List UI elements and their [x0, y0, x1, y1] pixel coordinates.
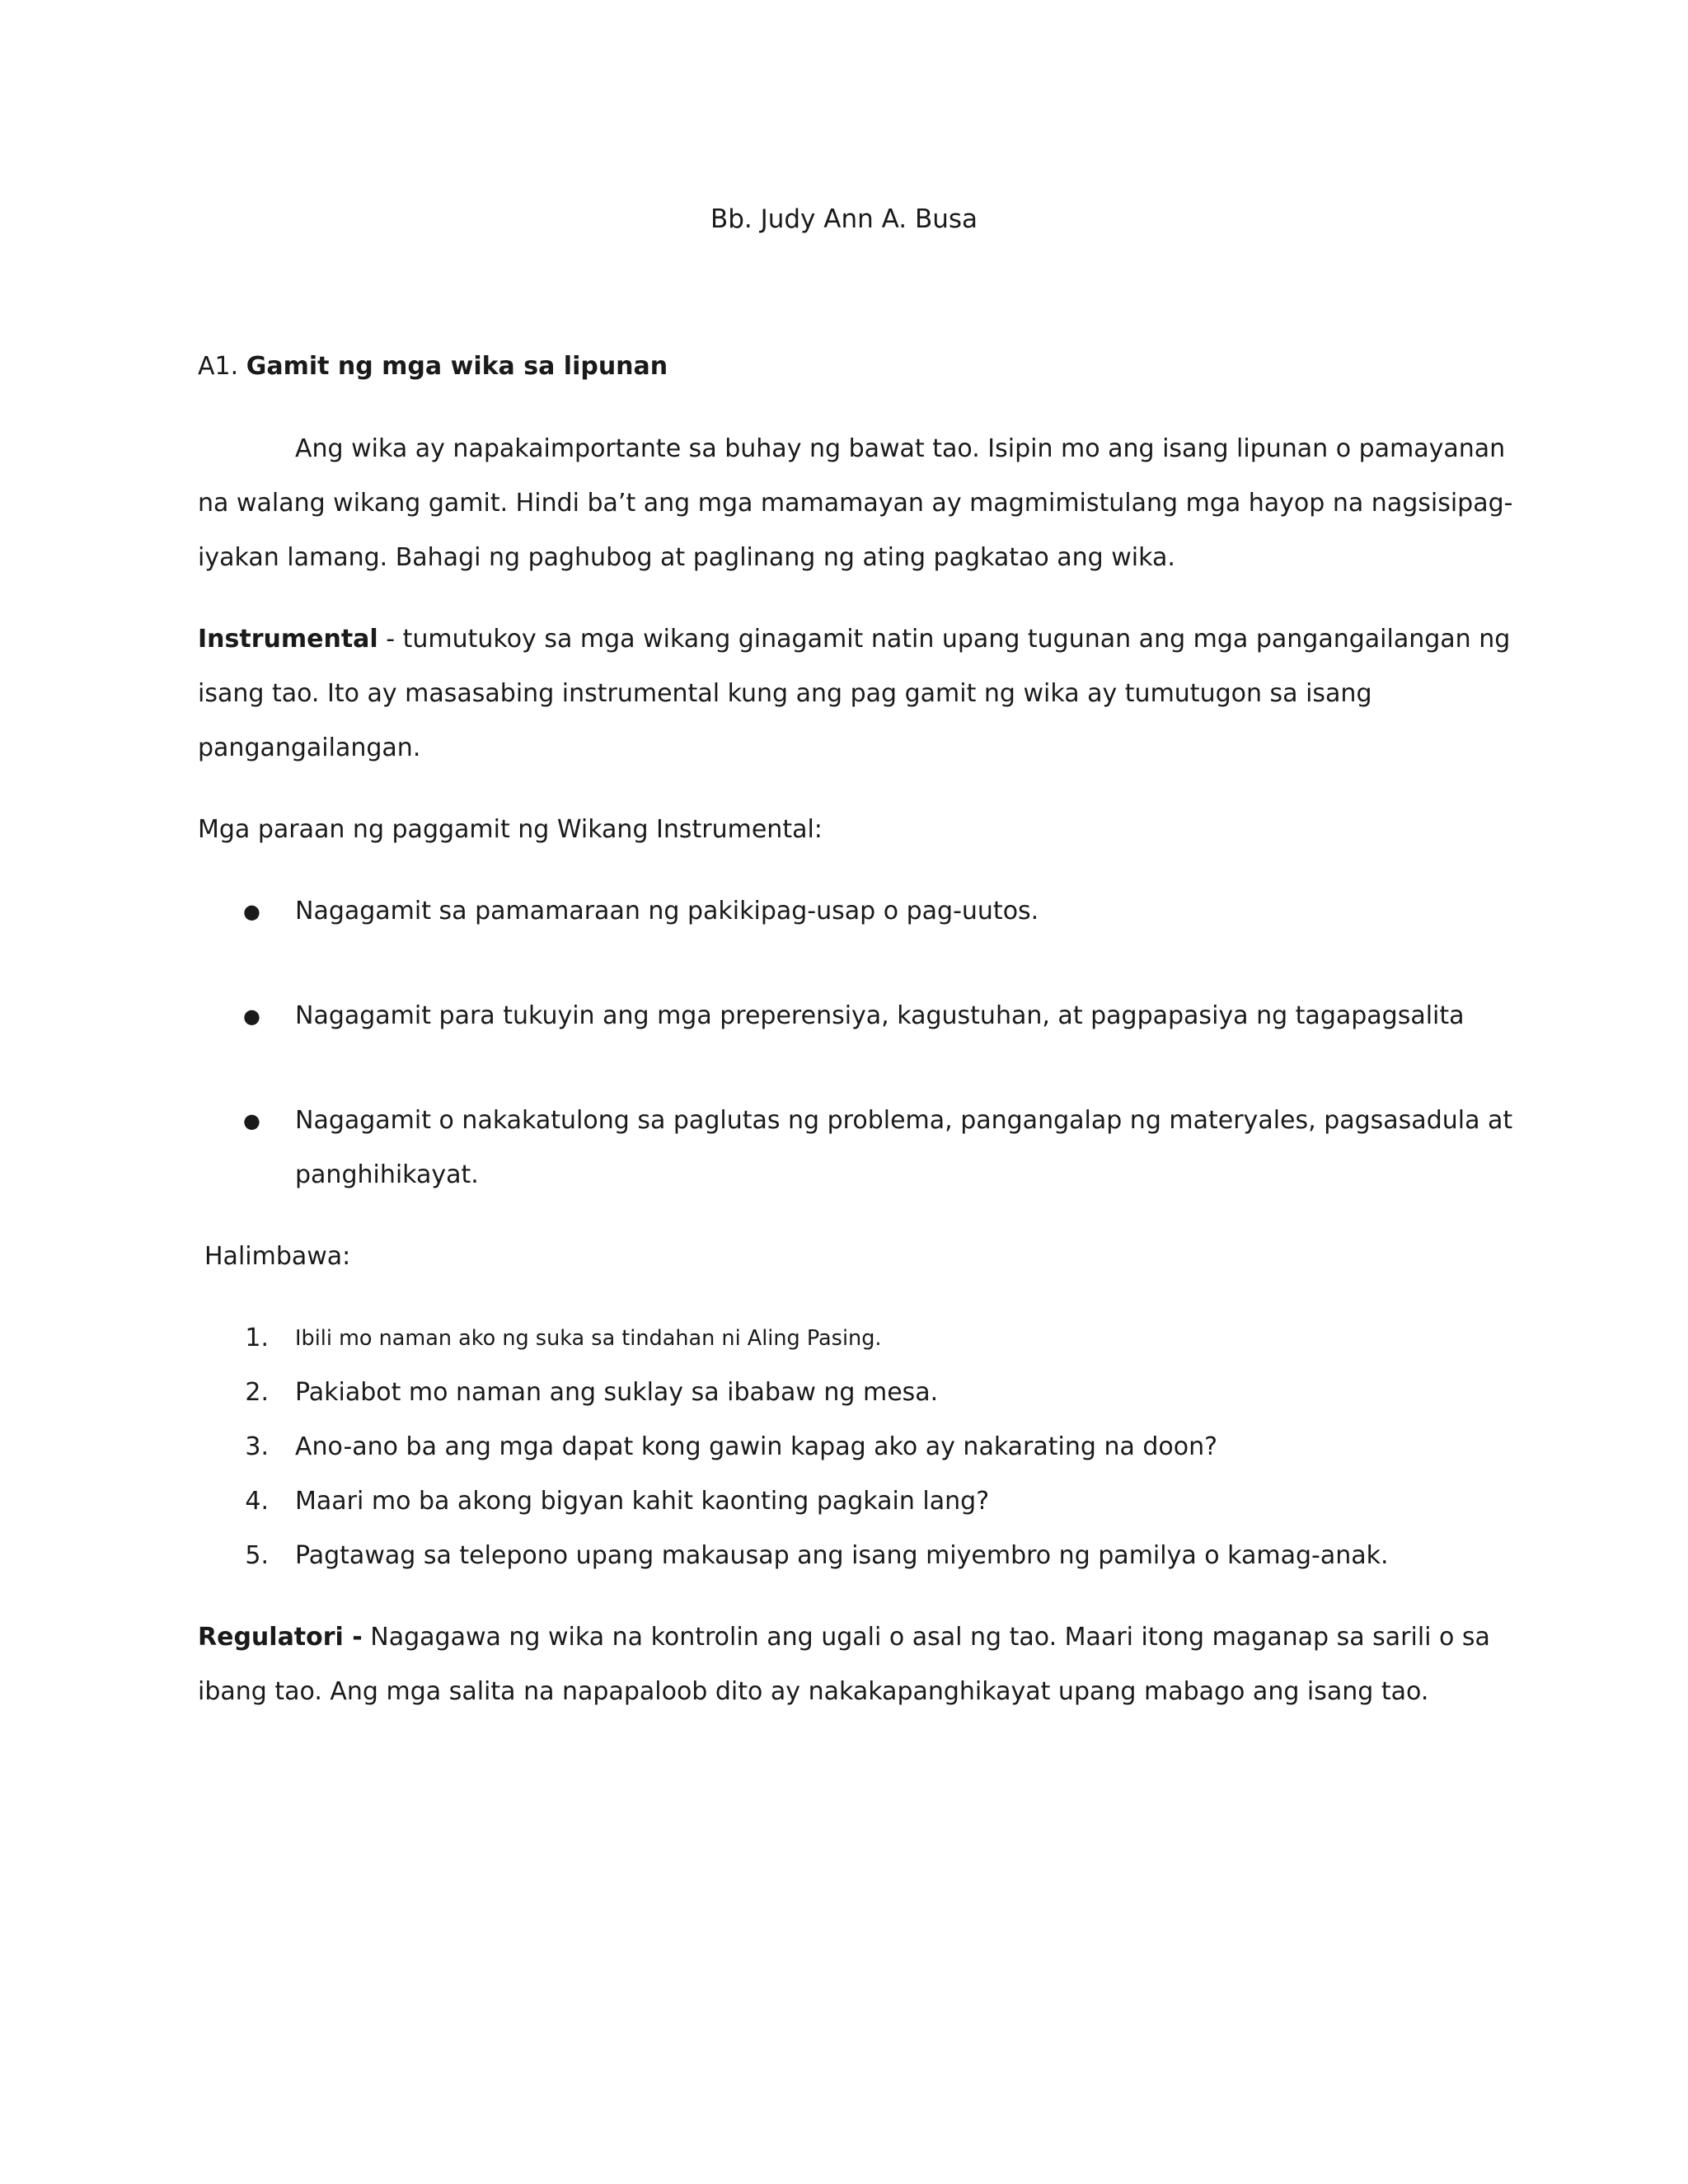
bullet-text: Nagagamit o nakakatulong sa paglutas ng problema, pangangalap ng materyales, pagsasadula at: [295, 1106, 1513, 1135]
example-text: Pakiabot mo naman ang suklay sa ibabaw ng mesa.: [295, 1378, 939, 1407]
bullet-text: Nagagamit para tukuyin ang mga preperensiya, kagustuhan, at pagpapasiya ng tagapagsalita: [295, 1001, 1465, 1030]
section-title: Gamit ng mga wika sa lipunan: [246, 352, 668, 381]
regulatori-term: Regulatori -: [198, 1623, 363, 1652]
bullet-text: panghihikayat.: [295, 1160, 479, 1189]
regulatori-line: ibang tao. Ang mga salita na napapaloob dito ay nakakapanghikayat upang mabago ang isang tao.: [198, 1677, 1429, 1706]
example-number: 4.: [245, 1487, 269, 1516]
bullet-text: Nagagamit sa pamamaraan ng pakikipag-usap o pag-uutos.: [295, 897, 1039, 926]
intro-line: Ang wika ay napakaimportante sa buhay ng bawat tao. Isipin mo ang isang lipunan o pamayanan: [295, 434, 1506, 463]
section-number: A1.: [198, 352, 239, 381]
instrumental-line: pangangailangan.: [198, 733, 421, 762]
ways-heading: Mga paraan ng paggamit ng Wikang Instrumental:: [198, 815, 823, 844]
instrumental-line: Instrumental - tumutukoy sa mga wikang ginagamit natin upang tugunan ang mga pangangailangan ng: [198, 625, 1511, 654]
bullet-marker: ●: [243, 1005, 260, 1028]
bullet-marker: ●: [243, 900, 260, 923]
examples-heading: Halimbawa:: [204, 1242, 351, 1271]
instrumental-line: isang tao. Ito ay masasabing instrumental kung ang pag gamit ng wika ay tumutugon sa isang: [198, 679, 1372, 708]
author-name: Bb. Judy Ann A. Busa: [710, 204, 978, 234]
example-number: 3.: [245, 1432, 269, 1461]
instrumental-term: Instrumental: [198, 625, 378, 654]
example-number: 5.: [245, 1541, 269, 1570]
intro-line: iyakan lamang. Bahagi ng paghubog at paglinang ng ating pagkatao ang wika.: [198, 543, 1175, 572]
example-text: Ibili mo naman ako ng suka sa tindahan ni Aling Pasing.: [295, 1326, 882, 1351]
intro-line: na walang wikang gamit. Hindi ba’t ang mga mamamayan ay magmimistulang mga hayop na nagsisipag-: [198, 489, 1513, 518]
example-number: 1.: [245, 1324, 269, 1352]
bullet-marker: ●: [243, 1109, 260, 1132]
example-text: Pagtawag sa telepono upang makausap ang isang miyembro ng pamilya o kamag-anak.: [295, 1541, 1389, 1570]
regulatori-line: Regulatori - Nagagawa ng wika na kontrolin ang ugali o asal ng tao. Maari itong maganap sa sarili o sa: [198, 1623, 1490, 1652]
example-text: Ano-ano ba ang mga dapat kong gawin kapag ako ay nakarating na doon?: [295, 1432, 1218, 1461]
example-text: Maari mo ba akong bigyan kahit kaonting pagkain lang?: [295, 1487, 990, 1516]
example-number: 2.: [245, 1378, 269, 1407]
section-heading: [198, 349, 668, 385]
